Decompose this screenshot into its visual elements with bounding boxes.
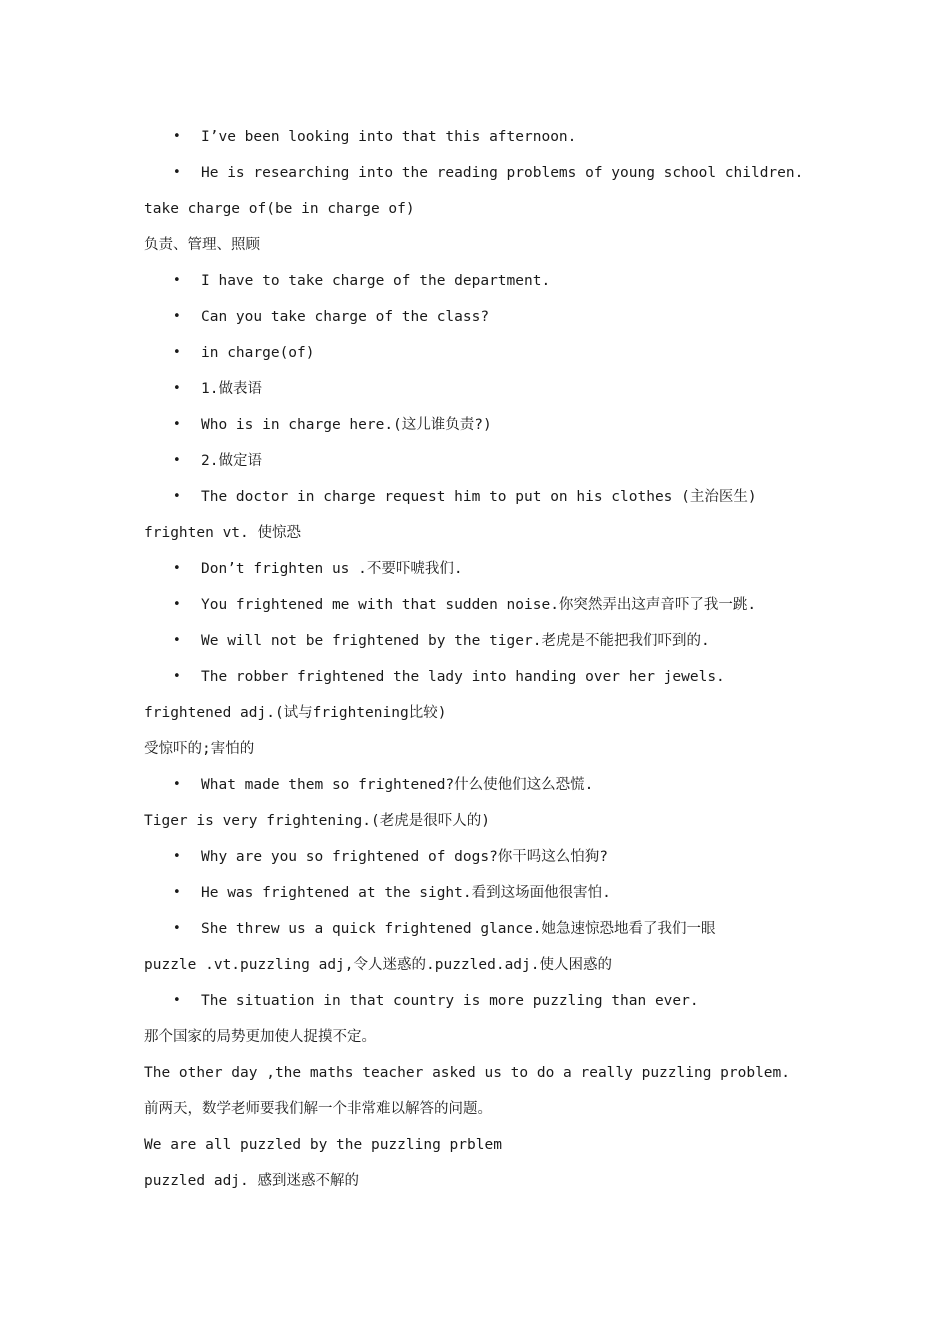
text-line — [144, 952, 824, 988]
bullet-list-item — [144, 988, 824, 1024]
line-text: We are all puzzled by the puzzling prblem — [144, 1137, 502, 1153]
bullet-list-item — [144, 412, 824, 448]
bullet-list-item — [144, 376, 824, 412]
line-text: She threw us a quick frightened glance.她急速惊恐地看了我们一眼 — [201, 921, 716, 937]
bullet-icon: • — [173, 273, 181, 288]
line-text: The other day ,the maths teacher asked us to do a really puzzling problem. — [144, 1065, 791, 1081]
line-text: take charge of(be in charge of) — [144, 201, 415, 217]
bullet-icon: • — [173, 345, 181, 360]
bullet-list-item — [144, 484, 824, 520]
line-text: What made them so frightened?什么使他们这么恐慌. — [201, 777, 594, 793]
line-text: Can you take charge of the class? — [201, 309, 490, 325]
text-line — [144, 520, 824, 556]
bullet-list-item — [144, 844, 824, 880]
text-line — [144, 232, 824, 268]
bullet-list-item — [144, 304, 824, 340]
bullet-list-item — [144, 124, 824, 160]
bullet-list-item — [144, 664, 824, 700]
bullet-icon: • — [173, 849, 181, 864]
bullet-list-item — [144, 160, 824, 196]
bullet-icon: • — [173, 885, 181, 900]
bullet-icon: • — [173, 597, 181, 612]
bullet-icon: • — [173, 561, 181, 576]
bullet-list-item — [144, 448, 824, 484]
line-text: He is researching into the reading problems of young school children. — [201, 165, 804, 181]
bullet-list-item — [144, 592, 824, 628]
bullet-icon: • — [173, 633, 181, 648]
bullet-list-item — [144, 628, 824, 664]
line-text: I have to take charge of the department. — [201, 273, 551, 289]
line-text: puzzle .vt.puzzling adj,令人迷惑的.puzzled.adj.使人困惑的 — [144, 957, 612, 973]
text-line — [144, 1060, 824, 1096]
text-line — [144, 1168, 824, 1204]
line-text: I’ve been looking into that this afternoon. — [201, 129, 577, 145]
line-text: 负责、管理、照顾 — [144, 237, 260, 253]
line-text: frighten vt. 使惊恐 — [144, 525, 301, 541]
line-text: 受惊吓的;害怕的 — [144, 741, 255, 757]
line-text: The doctor in charge request him to put on his clothes (主治医生) — [201, 489, 757, 505]
bullet-icon: • — [173, 489, 181, 504]
line-text: 1.做表语 — [201, 381, 262, 397]
line-text: 前两天，数学老师要我们解一个非常难以解答的问题。 — [144, 1101, 492, 1117]
bullet-list-item — [144, 916, 824, 952]
line-text: 那个国家的局势更加使人捉摸不定。 — [144, 1029, 376, 1045]
text-line — [144, 1132, 824, 1168]
bullet-list-item — [144, 556, 824, 592]
line-text: 2.做定语 — [201, 453, 262, 469]
bullet-icon: • — [173, 921, 181, 936]
line-text: You frightened me with that sudden noise.你突然弄出这声音吓了我一跳. — [201, 597, 757, 613]
bullet-icon: • — [173, 309, 181, 324]
bullet-icon: • — [173, 669, 181, 684]
line-text: Tiger is very frightening.(老虎是很吓人的) — [144, 813, 490, 829]
bullet-icon: • — [173, 993, 181, 1008]
text-line — [144, 700, 824, 736]
line-text: Who is in charge here.(这儿谁负责?) — [201, 417, 492, 433]
bullet-list-item — [144, 772, 824, 808]
bullet-list-item — [144, 268, 824, 304]
line-text: The situation in that country is more puzzling than ever. — [201, 993, 699, 1009]
line-text: He was frightened at the sight.看到这场面他很害怕. — [201, 885, 611, 901]
text-line — [144, 808, 824, 844]
line-text: in charge(of) — [201, 345, 315, 361]
bullet-icon: • — [173, 777, 181, 792]
line-text: The robber frightened the lady into handing over her jewels. — [201, 669, 725, 685]
text-line — [144, 736, 824, 772]
text-line — [144, 196, 824, 232]
line-text: We will not be frightened by the tiger.老虎是不能把我们吓到的. — [201, 633, 710, 649]
line-text: puzzled adj. 感到迷惑不解的 — [144, 1173, 359, 1189]
bullet-icon: • — [173, 129, 181, 144]
document-body — [144, 124, 824, 1204]
line-text: Don’t frighten us .不要吓唬我们. — [201, 561, 463, 577]
text-line — [144, 1096, 824, 1132]
bullet-icon: • — [173, 417, 181, 432]
bullet-icon: • — [173, 165, 181, 180]
line-text: Why are you so frightened of dogs?你干吗这么怕狗? — [201, 849, 609, 865]
bullet-list-item — [144, 880, 824, 916]
text-line — [144, 1024, 824, 1060]
bullet-icon: • — [173, 381, 181, 396]
bullet-list-item — [144, 340, 824, 376]
bullet-icon: • — [173, 453, 181, 468]
line-text: frightened adj.(试与frightening比较) — [144, 705, 447, 721]
